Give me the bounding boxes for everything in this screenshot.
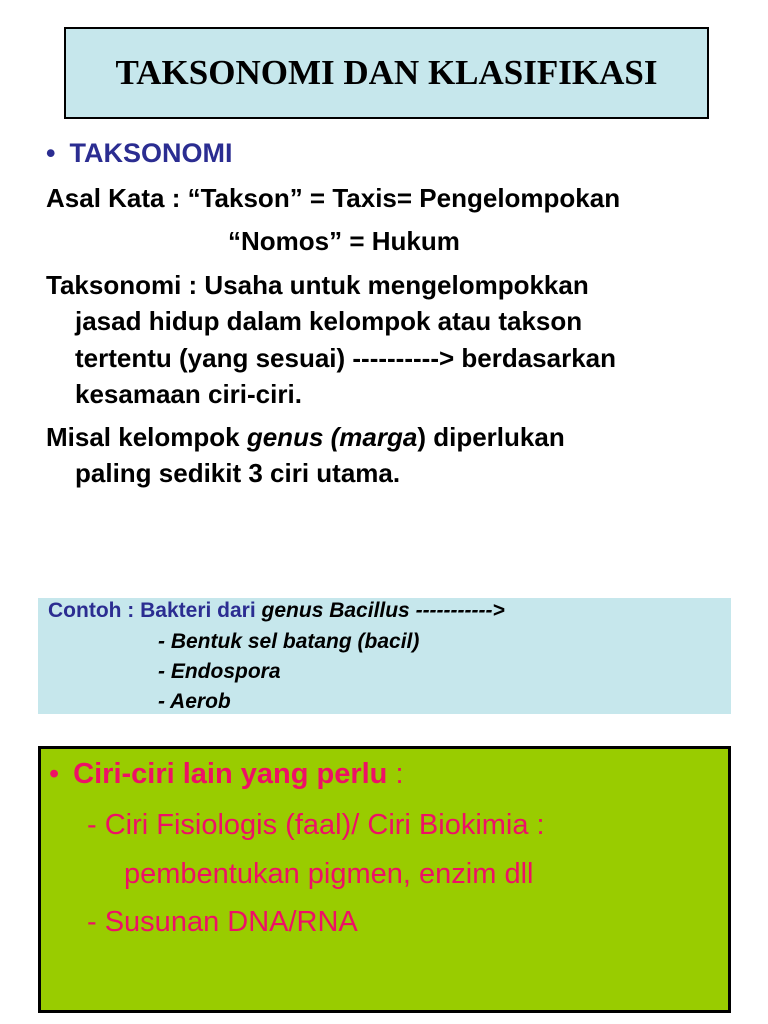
misal-italic: genus (marga xyxy=(246,422,418,452)
misal-text-1: Misal kelompok xyxy=(46,422,247,452)
contoh-label: Contoh : Bakteri dari xyxy=(48,599,262,622)
ciri-lain-line-2: pembentukan pigmen, enzim dll xyxy=(124,858,534,890)
definisi-line-4: kesamaan ciri-ciri. xyxy=(75,379,302,409)
asal-kata-line-2: “Nomos” = Hukum xyxy=(228,226,460,256)
bullet-icon: • xyxy=(46,138,56,168)
misal-line-2: paling sedikit 3 ciri utama. xyxy=(75,458,401,488)
ciri-lain-line-1: - Ciri Fisiologis (faal)/ Ciri Biokimia : xyxy=(87,809,545,841)
definisi-line-3: tertentu (yang sesuai) ----------> berdasarkan xyxy=(75,343,617,373)
ciri-lain-colon: : xyxy=(387,758,404,790)
page-title: TAKSONOMI DAN KLASIFIKASI xyxy=(115,53,658,92)
section-heading-text: TAKSONOMI xyxy=(69,138,233,168)
contoh-item: - Bentuk sel batang (bacil) xyxy=(158,630,420,653)
definisi-line-2: jasad hidup dalam kelompok atau takson xyxy=(75,306,583,336)
ciri-lain-box xyxy=(38,746,731,1013)
misal-line-1 xyxy=(46,422,565,453)
contoh-item: - Aerob xyxy=(158,690,231,713)
contoh-item: - Endospora xyxy=(158,660,281,683)
section-heading xyxy=(46,138,232,169)
contoh-line xyxy=(48,599,505,623)
contoh-genus: genus Bacillus -----------> xyxy=(261,599,505,622)
contoh-box xyxy=(38,598,731,714)
definisi-line-1: Taksonomi : Usaha untuk mengelompokkan xyxy=(46,270,589,300)
ciri-lain-heading-text: Ciri-ciri lain yang perlu xyxy=(73,758,388,790)
title-box xyxy=(64,27,709,119)
asal-kata-line-1: Asal Kata : “Takson” = Taxis= Pengelompokan xyxy=(46,183,621,213)
ciri-lain-heading xyxy=(49,758,404,791)
ciri-lain-line-3: - Susunan DNA/RNA xyxy=(87,906,358,938)
bullet-icon: • xyxy=(49,758,60,790)
misal-text-2: ) diperlukan xyxy=(417,422,565,452)
